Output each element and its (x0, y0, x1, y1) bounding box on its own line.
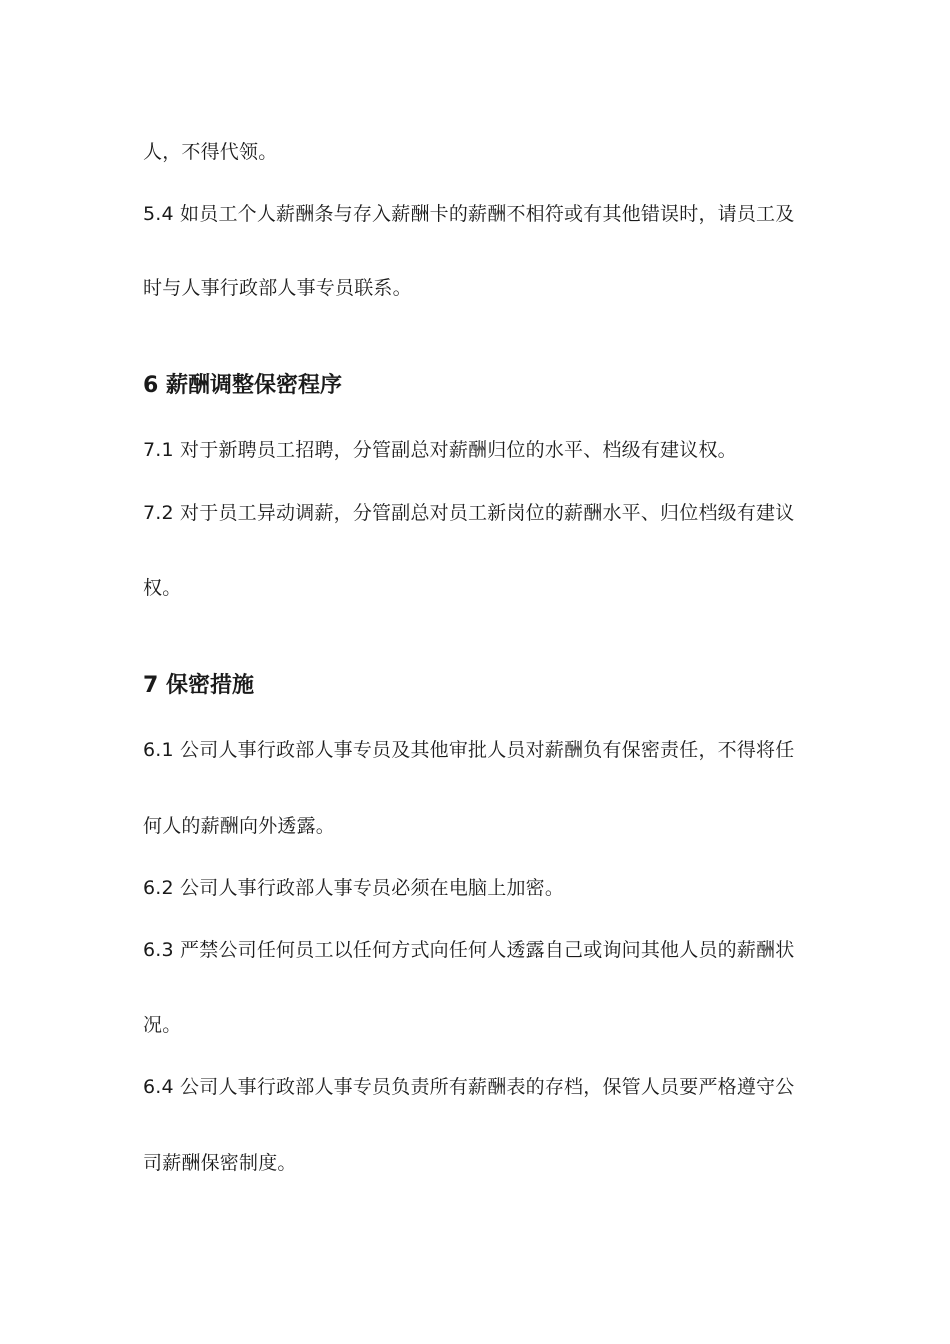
paragraph-7-2-line-1: 7.2 对于员工异动调薪，分管副总对员工新岗位的薪酬水平、归位档级有建议 (143, 502, 795, 524)
section-heading-6: 6 薪酬调整保密程序 (143, 373, 342, 398)
paragraph-6-1-line-2: 何人的薪酬向外透露。 (143, 815, 336, 837)
paragraph-6-4-line-1: 6.4 公司人事行政部人事专员负责所有薪酬表的存档，保管人员要严格遵守公 (143, 1076, 795, 1098)
paragraph-6-3-line-1: 6.3 严禁公司任何员工以任何方式向任何人透露自己或询问其他人员的薪酬状 (143, 939, 795, 961)
paragraph-6-4-line-2: 司薪酬保密制度。 (143, 1152, 297, 1174)
paragraph-7-1-line-1: 7.1 对于新聘员工招聘，分管副总对薪酬归位的水平、档级有建议权。 (143, 439, 737, 461)
paragraph-6-2-line-1: 6.2 公司人事行政部人事专员必须在电脑上加密。 (143, 877, 565, 899)
paragraph-5-4-line-2: 时与人事行政部人事专员联系。 (143, 277, 412, 299)
paragraph-6-1-line-1: 6.1 公司人事行政部人事专员及其他审批人员对薪酬负有保密责任，不得将任 (143, 739, 795, 761)
section-heading-7: 7 保密措施 (143, 673, 254, 698)
paragraph-6-3-line-2: 况。 (143, 1014, 182, 1036)
paragraph-line: 人，不得代领。 (143, 141, 278, 163)
paragraph-5-4-line-1: 5.4 如员工个人薪酬条与存入薪酬卡的薪酬不相符或有其他错误时，请员工及 (143, 203, 795, 225)
paragraph-7-2-line-2: 权。 (143, 577, 182, 599)
